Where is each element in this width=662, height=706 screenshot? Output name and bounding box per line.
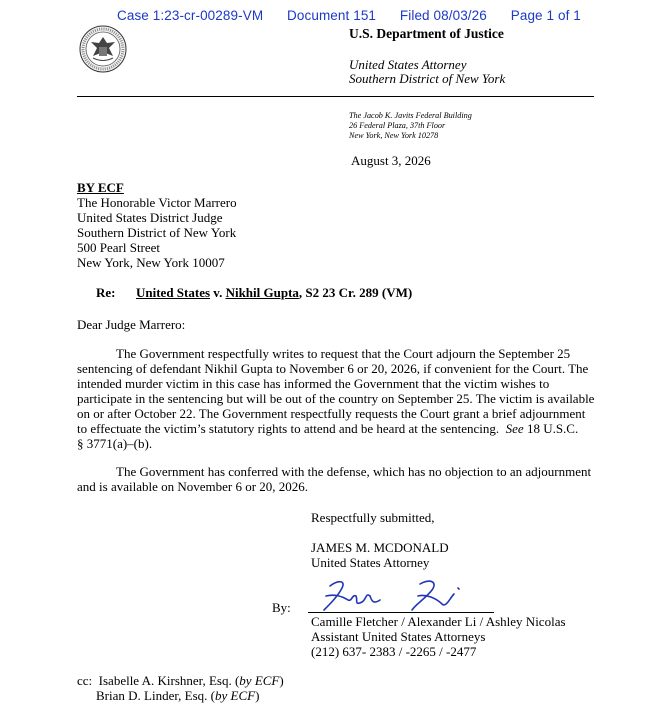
signature-line — [308, 612, 494, 613]
cc-recipient-name: Isabelle A. Kirshner, Esq. ( — [98, 673, 240, 688]
addressee-line: 500 Pearl Street — [77, 240, 161, 255]
paragraph-line: and is available on November 6 or 20, 2026. — [77, 479, 309, 494]
re-party-defendant: Nikhil Gupta — [225, 285, 299, 300]
office-address-line: The Jacob K. Javits Federal Building — [349, 111, 472, 120]
re-line — [136, 285, 412, 300]
office-title: United States Attorney — [349, 57, 467, 72]
delivery-method: BY ECF — [77, 180, 124, 195]
re-versus: v. — [210, 285, 226, 300]
cc-block — [77, 673, 284, 703]
re-label: Re: — [96, 285, 116, 300]
paragraph-line-with-citation — [77, 421, 586, 436]
by-label: By: — [272, 600, 291, 615]
paragraph-line: to effectuate the victim’s statutory rights to attend and be heard at the sentencing. — [77, 421, 500, 436]
cc-label: cc: — [77, 673, 93, 688]
attorney-title: Assistant United States Attorneys — [311, 629, 486, 644]
paragraph-request — [77, 346, 595, 451]
citation: 18 U.S.C. — [523, 421, 579, 436]
paragraph-line: on or after October 22. The Government respectfully requests the Court grant a brief adjournment — [77, 406, 586, 421]
case-number: Case 1:23-cr-00289-VM — [117, 8, 264, 23]
addressee-line: The Honorable Victor Marrero — [77, 195, 237, 210]
handwritten-signature — [308, 574, 494, 616]
filing-stamp — [117, 8, 581, 23]
letter-date: August 3, 2026 — [351, 153, 431, 168]
salutation: Dear Judge Marrero: — [77, 317, 186, 332]
cc-paren: ) — [279, 673, 284, 688]
office-address-line: New York, New York 10278 — [349, 131, 439, 140]
cc-paren: ) — [255, 688, 260, 703]
attorney-phone: (212) 637- 2383 / -2265 / -2477 — [311, 644, 477, 659]
cc-recipient-method: by ECF — [239, 673, 280, 688]
paragraph-line: The Government has conferred with the defense, which has no objection to an adjournment — [116, 464, 592, 479]
closing: Respectfully submitted, — [311, 510, 435, 525]
addressee-line: Southern District of New York — [77, 225, 237, 240]
citation-signal: See — [505, 421, 524, 436]
attorney-block — [311, 614, 566, 659]
office-district: Southern District of New York — [349, 71, 506, 86]
cc-line — [77, 673, 284, 688]
cc-recipient-method: by ECF — [214, 688, 256, 703]
document-number: Document 151 — [287, 8, 377, 23]
doj-seal-icon — [79, 25, 127, 73]
paragraph-line: sentencing of defendant Nikhil Gupta to November 6 or 20, 2026, if convenient for the Court. The — [77, 361, 589, 376]
re-case-number: , S2 23 Cr. 289 (VM) — [298, 285, 413, 300]
signer-name: JAMES M. MCDONALD — [311, 540, 449, 555]
addressee-line: New York, New York 10007 — [77, 255, 225, 270]
re-party-plaintiff: United States — [136, 285, 211, 300]
office-address-line: 26 Federal Plaza, 37th Floor — [349, 121, 446, 130]
paragraph-conferral — [77, 464, 592, 494]
signer-title: United States Attorney — [311, 555, 430, 570]
page-number: Page 1 of 1 — [510, 8, 581, 23]
cc-line — [77, 688, 284, 703]
paragraph-line: § 3771(a)–(b). — [77, 436, 153, 451]
addressee-block — [77, 195, 237, 270]
addressee-line: United States District Judge — [77, 210, 223, 225]
signer-block — [311, 540, 449, 570]
letterhead-divider — [77, 96, 594, 97]
attorney-names: Camille Fletcher / Alexander Li / Ashley Nicolas — [311, 614, 566, 629]
paragraph-line: participate in the sentencing but will be out of the country on September 25. The victim is available — [77, 391, 595, 406]
paragraph-line: intended murder victim in this case has informed the Government that the victim wishes to — [77, 376, 550, 391]
filed-date: Filed 08/03/26 — [399, 8, 487, 23]
paragraph-line: The Government respectfully writes to request that the Court adjourn the September 25 — [116, 346, 571, 361]
cc-recipient-name: Brian D. Linder, Esq. ( — [96, 688, 215, 703]
department-name: U.S. Department of Justice — [349, 26, 504, 41]
